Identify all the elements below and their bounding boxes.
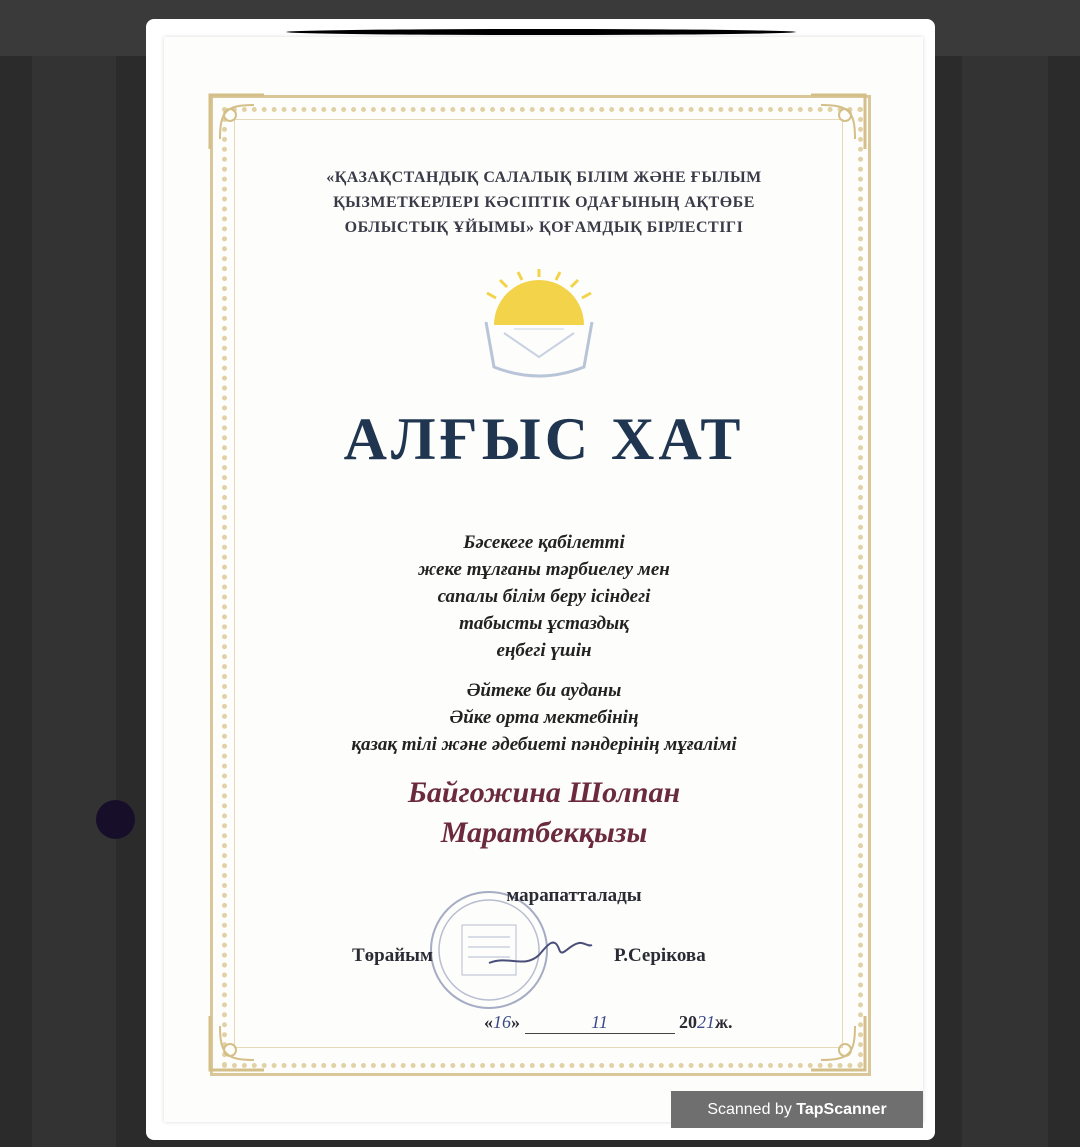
corner-ornament-icon <box>206 91 268 153</box>
organization-name: «ҚАЗАҚСТАНДЫҚ САЛАЛЫҚ БІЛІМ ЖӘНЕ ҒЫЛЫМ ҚЫЗМЕТКЕРЛЕРІ КӘСІПТІК ОДАҒЫНЫҢ АҚТӨБЕ ОБЛЫСТЫҚ ҰЙЫМЫ» ҚОҒАМДЫҚ БІРЛЕСТІГІ <box>326 169 762 236</box>
viewer-right-panel <box>962 56 1048 1147</box>
corner-ornament-icon <box>807 1012 869 1074</box>
scan-edge-shadow <box>286 29 796 35</box>
issue-date: «16» 11 2021ж. <box>484 1012 733 1032</box>
document-title: АЛҒЫС ХАТ <box>343 406 745 472</box>
award-reason: Бәсекеге қабілетті жеке тұлғаны тәрбиелеу мен сапалы білім беру ісіндегі табысты ұстаздық еңбегі үшін <box>418 532 670 661</box>
union-emblem-icon <box>474 267 604 387</box>
scanned-image-card <box>146 19 935 1140</box>
signatory-name: Р.Серікова <box>614 945 706 966</box>
certificate-page <box>164 37 923 1122</box>
recipient-position: Әйтеке би ауданы Әйке орта мектебінің қазақ тілі және әдебиеті пәндерінің мұғалімі <box>351 680 737 755</box>
signature-scribble-icon <box>484 925 594 975</box>
nav-dot-button[interactable] <box>96 800 135 839</box>
corner-ornament-icon <box>206 1012 268 1074</box>
scanner-watermark-badge: Scanned by TapScanner <box>671 1091 923 1128</box>
signature-title: Төрайым <box>352 945 433 966</box>
corner-ornament-icon <box>807 91 869 153</box>
awarded-text: марапатталады <box>506 885 642 906</box>
recipient-name: Байгожина Шолпан Маратбекқызы <box>407 776 681 849</box>
viewer-left-panel <box>32 56 116 1147</box>
